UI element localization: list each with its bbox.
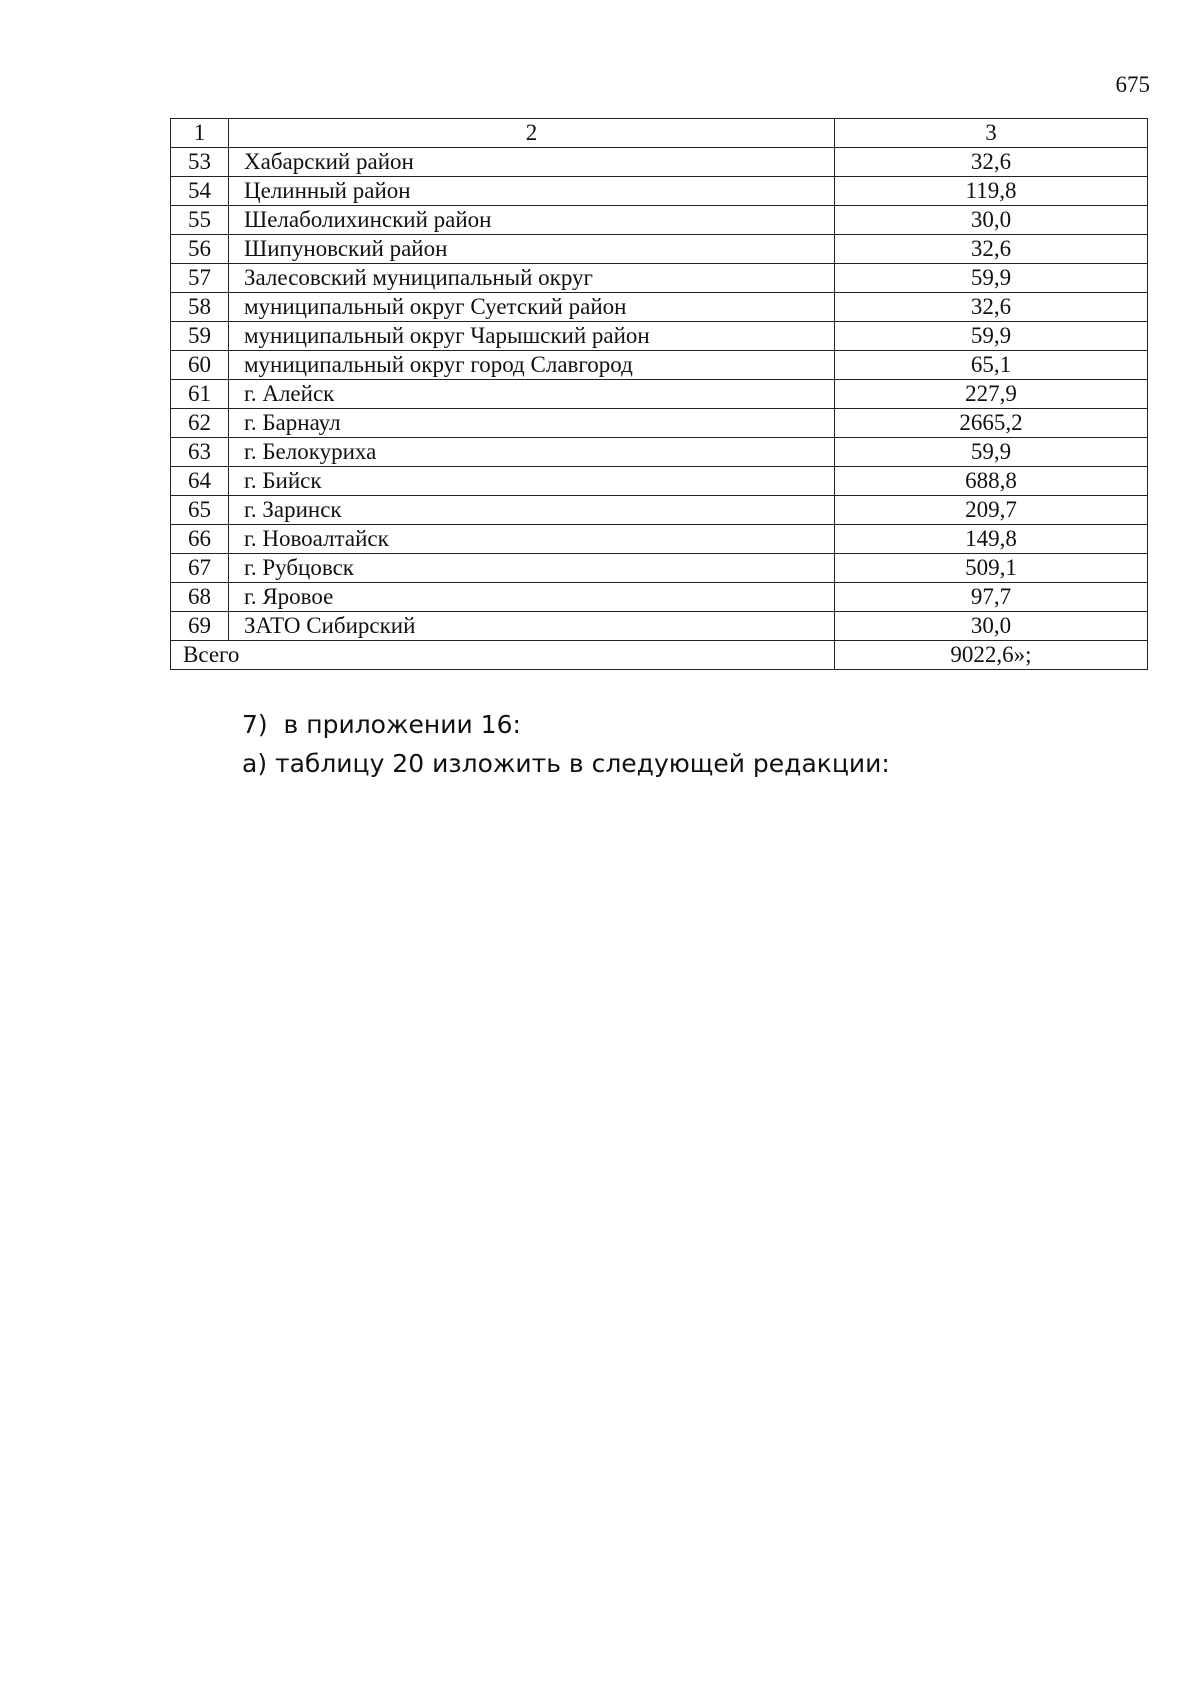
amount-value: 59,9	[835, 438, 1148, 467]
table-row	[171, 148, 1148, 177]
table-row	[171, 322, 1148, 351]
amount-value: 688,8	[835, 467, 1148, 496]
row-number: 62	[171, 409, 229, 438]
municipality-name: муниципальный округ Суетский район	[229, 293, 835, 322]
municipality-name: г. Яровое	[229, 583, 835, 612]
row-number: 59	[171, 322, 229, 351]
row-number: 61	[171, 380, 229, 409]
table-row	[171, 206, 1148, 235]
table-row	[171, 496, 1148, 525]
amount-value: 65,1	[835, 351, 1148, 380]
row-number: 63	[171, 438, 229, 467]
table-row	[171, 351, 1148, 380]
amount-value: 119,8	[835, 177, 1148, 206]
row-number: 66	[171, 525, 229, 554]
municipality-name: муниципальный округ город Славгород	[229, 351, 835, 380]
municipality-name: г. Заринск	[229, 496, 835, 525]
table-row	[171, 525, 1148, 554]
municipality-name: муниципальный округ Чарышский район	[229, 322, 835, 351]
amount-value: 59,9	[835, 264, 1148, 293]
municipality-name: Целинный район	[229, 177, 835, 206]
table-row	[171, 409, 1148, 438]
amount-value: 149,8	[835, 525, 1148, 554]
amendment-item: 7) в приложении 16:	[242, 710, 521, 739]
municipality-name: г. Бийск	[229, 467, 835, 496]
amount-value: 227,9	[835, 380, 1148, 409]
row-number: 55	[171, 206, 229, 235]
municipality-name: Шипуновский район	[229, 235, 835, 264]
municipality-name: г. Алейск	[229, 380, 835, 409]
table-row	[171, 554, 1148, 583]
row-number: 60	[171, 351, 229, 380]
table-row	[171, 235, 1148, 264]
header-cell-name: 2	[229, 119, 835, 148]
municipality-name: г. Барнаул	[229, 409, 835, 438]
row-number: 68	[171, 583, 229, 612]
amount-value: 209,7	[835, 496, 1148, 525]
amount-value: 30,0	[835, 206, 1148, 235]
row-number: 69	[171, 612, 229, 641]
municipality-name: г. Рубцовск	[229, 554, 835, 583]
amount-value: 32,6	[835, 293, 1148, 322]
header-cell-number: 1	[171, 119, 229, 148]
data-table	[170, 118, 1148, 670]
row-number: 54	[171, 177, 229, 206]
header-cell-value: 3	[835, 119, 1148, 148]
amendment-subitem: а) таблицу 20 изложить в следующей редакции:	[242, 749, 890, 778]
table-total-row	[171, 641, 1148, 670]
row-number: 58	[171, 293, 229, 322]
row-number: 53	[171, 148, 229, 177]
municipality-name: Залесовский муниципальный округ	[229, 264, 835, 293]
table-row	[171, 467, 1148, 496]
page-number: 675	[1115, 72, 1150, 97]
municipality-name: г. Новоалтайск	[229, 525, 835, 554]
row-number: 67	[171, 554, 229, 583]
municipality-name: Шелаболихинский район	[229, 206, 835, 235]
row-number: 56	[171, 235, 229, 264]
municipality-name: Хабарский район	[229, 148, 835, 177]
amount-value: 30,0	[835, 612, 1148, 641]
table-row	[171, 177, 1148, 206]
table-row	[171, 264, 1148, 293]
municipality-name: г. Белокуриха	[229, 438, 835, 467]
amount-value: 32,6	[835, 235, 1148, 264]
row-number: 57	[171, 264, 229, 293]
amount-value: 32,6	[835, 148, 1148, 177]
total-value: 9022,6»;	[835, 641, 1148, 670]
table-row	[171, 612, 1148, 641]
amount-value: 97,7	[835, 583, 1148, 612]
table-row	[171, 380, 1148, 409]
row-number: 65	[171, 496, 229, 525]
amount-value: 2665,2	[835, 409, 1148, 438]
amount-value: 59,9	[835, 322, 1148, 351]
table-header-row	[171, 119, 1148, 148]
total-label: Всего	[171, 641, 835, 670]
municipality-name: ЗАТО Сибирский	[229, 612, 835, 641]
table-row	[171, 293, 1148, 322]
row-number: 64	[171, 467, 229, 496]
table-row	[171, 438, 1148, 467]
amount-value: 509,1	[835, 554, 1148, 583]
table-body	[171, 119, 1148, 670]
table-row	[171, 583, 1148, 612]
